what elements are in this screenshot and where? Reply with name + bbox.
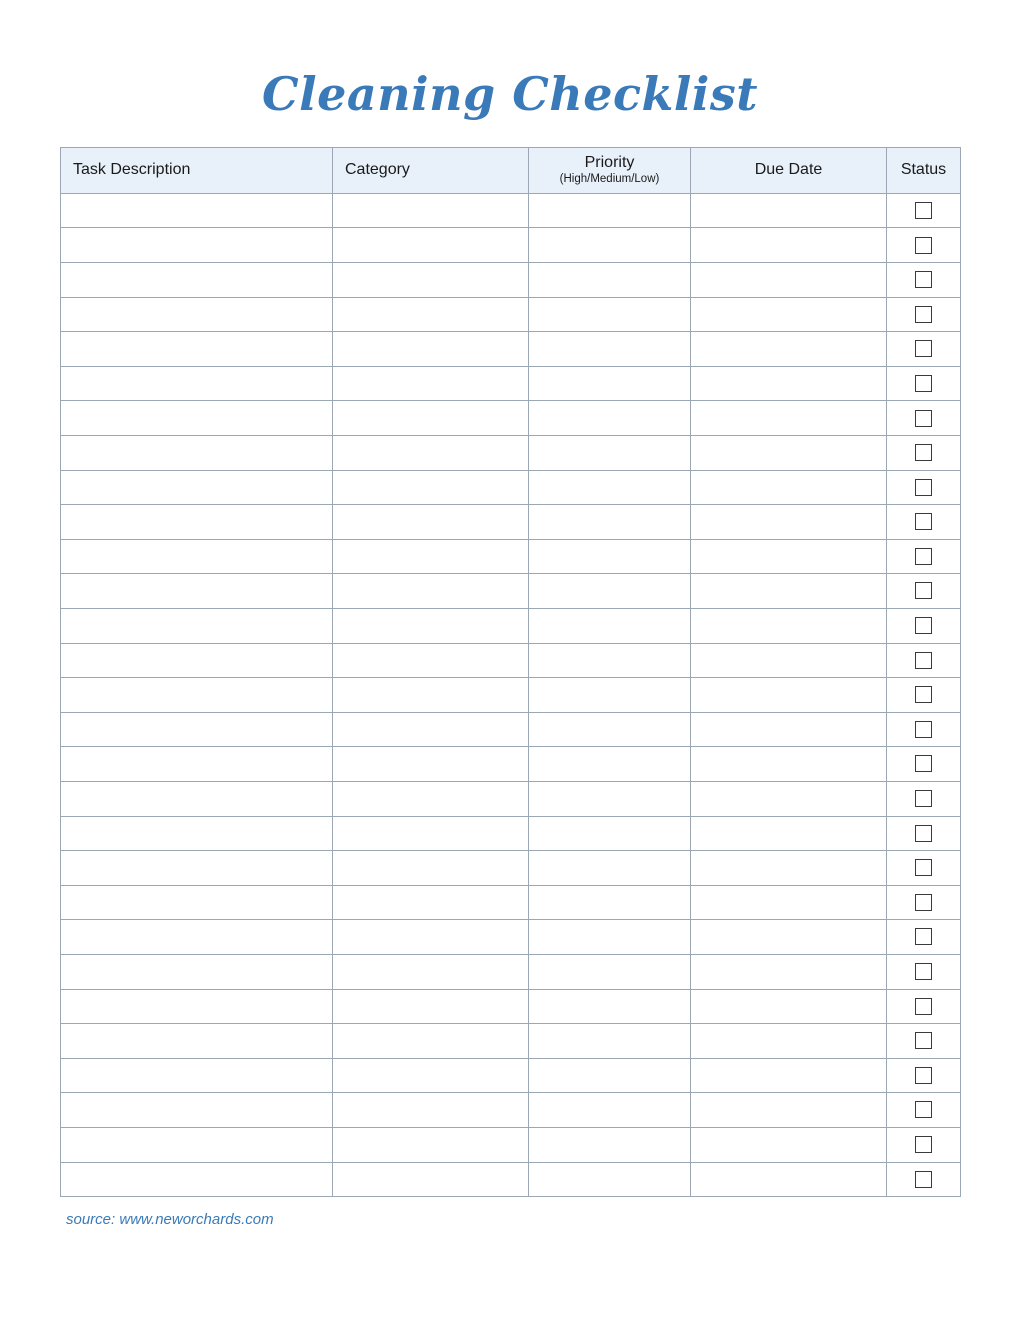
cell-due-date[interactable] xyxy=(691,1162,887,1197)
cell-status[interactable] xyxy=(887,1162,961,1197)
cell-due-date[interactable] xyxy=(691,1058,887,1093)
cell-due-date[interactable] xyxy=(691,609,887,644)
cell-priority[interactable] xyxy=(529,851,691,886)
cell-task[interactable] xyxy=(61,643,333,678)
cell-priority[interactable] xyxy=(529,920,691,955)
column-header-priority-label: Priority xyxy=(584,153,635,171)
table-row xyxy=(61,885,961,920)
column-header-status: Status xyxy=(887,147,961,193)
table-row xyxy=(61,401,961,436)
table-row xyxy=(61,193,961,228)
cell-priority[interactable] xyxy=(529,505,691,540)
column-header-priority-sublabel: (High/Medium/Low) xyxy=(559,173,660,186)
table-body xyxy=(61,193,961,1196)
cell-task[interactable] xyxy=(61,920,333,955)
table-row xyxy=(61,1093,961,1128)
cell-task[interactable] xyxy=(61,1127,333,1162)
cell-category[interactable] xyxy=(333,505,529,540)
cell-priority[interactable] xyxy=(529,1162,691,1197)
cell-status[interactable] xyxy=(887,885,961,920)
cell-category[interactable] xyxy=(333,193,529,228)
cell-category[interactable] xyxy=(333,712,529,747)
cell-category[interactable] xyxy=(333,816,529,851)
cell-category[interactable] xyxy=(333,297,529,332)
cell-due-date[interactable] xyxy=(691,539,887,574)
cell-status[interactable] xyxy=(887,1093,961,1128)
cell-status[interactable] xyxy=(887,920,961,955)
status-checkbox-icon[interactable] xyxy=(915,582,932,599)
status-checkbox-icon[interactable] xyxy=(915,1171,932,1188)
cell-task[interactable] xyxy=(61,989,333,1024)
cell-task[interactable] xyxy=(61,228,333,263)
status-checkbox-icon[interactable] xyxy=(915,479,932,496)
cell-status[interactable] xyxy=(887,366,961,401)
cell-priority[interactable] xyxy=(529,989,691,1024)
cell-status[interactable] xyxy=(887,712,961,747)
status-checkbox-icon[interactable] xyxy=(915,1032,932,1049)
status-checkbox-icon[interactable] xyxy=(915,894,932,911)
cell-task[interactable] xyxy=(61,470,333,505)
cell-category[interactable] xyxy=(333,851,529,886)
cell-priority[interactable] xyxy=(529,643,691,678)
cell-due-date[interactable] xyxy=(691,401,887,436)
cell-status[interactable] xyxy=(887,747,961,782)
cell-due-date[interactable] xyxy=(691,678,887,713)
cell-priority[interactable] xyxy=(529,1093,691,1128)
table-row xyxy=(61,678,961,713)
cell-status[interactable] xyxy=(887,989,961,1024)
source-note: source: www.neworchards.com xyxy=(66,1211,274,1229)
cell-category[interactable] xyxy=(333,574,529,609)
cell-status[interactable] xyxy=(887,574,961,609)
cell-status[interactable] xyxy=(887,1024,961,1059)
status-checkbox-icon[interactable] xyxy=(915,1101,932,1118)
cell-status[interactable] xyxy=(887,539,961,574)
table-row xyxy=(61,539,961,574)
cell-task[interactable] xyxy=(61,1162,333,1197)
table-row xyxy=(61,816,961,851)
cell-task[interactable] xyxy=(61,885,333,920)
status-checkbox-icon[interactable] xyxy=(915,998,932,1015)
status-checkbox-icon[interactable] xyxy=(915,755,932,772)
cell-category[interactable] xyxy=(333,781,529,816)
cell-task[interactable] xyxy=(61,263,333,298)
table-header-row xyxy=(61,147,961,193)
column-header-due-date: Due Date xyxy=(691,147,887,193)
table-row xyxy=(61,228,961,263)
cell-status[interactable] xyxy=(887,263,961,298)
cell-status[interactable] xyxy=(887,643,961,678)
cell-due-date[interactable] xyxy=(691,297,887,332)
status-checkbox-icon[interactable] xyxy=(915,617,932,634)
status-checkbox-icon[interactable] xyxy=(915,686,932,703)
cell-task[interactable] xyxy=(61,539,333,574)
table-row xyxy=(61,851,961,886)
status-checkbox-icon[interactable] xyxy=(915,410,932,427)
cell-task[interactable] xyxy=(61,297,333,332)
cell-status[interactable] xyxy=(887,781,961,816)
cell-category[interactable] xyxy=(333,470,529,505)
cell-task[interactable] xyxy=(61,401,333,436)
table-row xyxy=(61,747,961,782)
cell-category[interactable] xyxy=(333,1024,529,1059)
cell-status[interactable] xyxy=(887,470,961,505)
cell-status[interactable] xyxy=(887,609,961,644)
table-row xyxy=(61,643,961,678)
status-checkbox-icon[interactable] xyxy=(915,271,932,288)
cell-status[interactable] xyxy=(887,954,961,989)
table-row xyxy=(61,1024,961,1059)
page-title: Cleaning Checklist xyxy=(262,67,758,121)
cell-due-date[interactable] xyxy=(691,505,887,540)
cell-task[interactable] xyxy=(61,816,333,851)
cell-category[interactable] xyxy=(333,366,529,401)
table-row xyxy=(61,1162,961,1197)
cell-priority[interactable] xyxy=(529,574,691,609)
table-row xyxy=(61,954,961,989)
column-header-category: Category xyxy=(333,147,529,193)
cell-category[interactable] xyxy=(333,1093,529,1128)
cell-task[interactable] xyxy=(61,609,333,644)
cell-priority[interactable] xyxy=(529,193,691,228)
status-checkbox-icon[interactable] xyxy=(915,513,932,530)
cell-status[interactable] xyxy=(887,816,961,851)
cell-status[interactable] xyxy=(887,851,961,886)
cell-task[interactable] xyxy=(61,1058,333,1093)
cell-task[interactable] xyxy=(61,712,333,747)
status-checkbox-icon[interactable] xyxy=(915,859,932,876)
table-row xyxy=(61,297,961,332)
cell-category[interactable] xyxy=(333,989,529,1024)
table-row xyxy=(61,366,961,401)
cell-task[interactable] xyxy=(61,781,333,816)
cell-priority[interactable] xyxy=(529,263,691,298)
cell-category[interactable] xyxy=(333,747,529,782)
cell-status[interactable] xyxy=(887,401,961,436)
cell-due-date[interactable] xyxy=(691,228,887,263)
cell-priority[interactable] xyxy=(529,1024,691,1059)
cell-priority[interactable] xyxy=(529,401,691,436)
table-row xyxy=(61,1058,961,1093)
status-checkbox-icon[interactable] xyxy=(915,928,932,945)
table-row xyxy=(61,574,961,609)
cell-due-date[interactable] xyxy=(691,989,887,1024)
cell-status[interactable] xyxy=(887,678,961,713)
cell-due-date[interactable] xyxy=(691,332,887,367)
cell-due-date[interactable] xyxy=(691,816,887,851)
table-row xyxy=(61,781,961,816)
cell-due-date[interactable] xyxy=(691,920,887,955)
cell-category[interactable] xyxy=(333,1162,529,1197)
cell-priority[interactable] xyxy=(529,470,691,505)
cell-priority[interactable] xyxy=(529,539,691,574)
cell-task[interactable] xyxy=(61,505,333,540)
cell-task[interactable] xyxy=(61,436,333,471)
cell-due-date[interactable] xyxy=(691,781,887,816)
column-header-task-description: Task Description xyxy=(61,147,333,193)
cell-due-date[interactable] xyxy=(691,1024,887,1059)
cell-task[interactable] xyxy=(61,851,333,886)
table-row xyxy=(61,920,961,955)
cell-category[interactable] xyxy=(333,263,529,298)
cell-category[interactable] xyxy=(333,401,529,436)
cell-due-date[interactable] xyxy=(691,1127,887,1162)
cell-due-date[interactable] xyxy=(691,954,887,989)
cell-status[interactable] xyxy=(887,228,961,263)
table-row xyxy=(61,712,961,747)
status-checkbox-icon[interactable] xyxy=(915,825,932,842)
cell-category[interactable] xyxy=(333,678,529,713)
cell-task[interactable] xyxy=(61,954,333,989)
table-row xyxy=(61,505,961,540)
cell-priority[interactable] xyxy=(529,1058,691,1093)
cell-due-date[interactable] xyxy=(691,747,887,782)
cell-due-date[interactable] xyxy=(691,470,887,505)
status-checkbox-icon[interactable] xyxy=(915,202,932,219)
cell-category[interactable] xyxy=(333,643,529,678)
cell-due-date[interactable] xyxy=(691,851,887,886)
cell-task[interactable] xyxy=(61,193,333,228)
cell-task[interactable] xyxy=(61,747,333,782)
status-checkbox-icon[interactable] xyxy=(915,237,932,254)
table-row xyxy=(61,989,961,1024)
cell-category[interactable] xyxy=(333,1058,529,1093)
cell-due-date[interactable] xyxy=(691,574,887,609)
status-checkbox-icon[interactable] xyxy=(915,790,932,807)
status-checkbox-icon[interactable] xyxy=(915,652,932,669)
cell-status[interactable] xyxy=(887,332,961,367)
cell-due-date[interactable] xyxy=(691,193,887,228)
column-header-priority xyxy=(529,147,691,193)
status-checkbox-icon[interactable] xyxy=(915,548,932,565)
cell-category[interactable] xyxy=(333,1127,529,1162)
cell-task[interactable] xyxy=(61,332,333,367)
status-checkbox-icon[interactable] xyxy=(915,1067,932,1084)
cell-task[interactable] xyxy=(61,678,333,713)
cell-category[interactable] xyxy=(333,228,529,263)
cell-due-date[interactable] xyxy=(691,436,887,471)
cell-priority[interactable] xyxy=(529,436,691,471)
cell-category[interactable] xyxy=(333,920,529,955)
table-row xyxy=(61,609,961,644)
cell-task[interactable] xyxy=(61,1024,333,1059)
table-row xyxy=(61,332,961,367)
cell-due-date[interactable] xyxy=(691,885,887,920)
cell-priority[interactable] xyxy=(529,781,691,816)
cell-category[interactable] xyxy=(333,332,529,367)
cell-status[interactable] xyxy=(887,505,961,540)
cell-due-date[interactable] xyxy=(691,712,887,747)
status-checkbox-icon[interactable] xyxy=(915,444,932,461)
cell-category[interactable] xyxy=(333,885,529,920)
cell-priority[interactable] xyxy=(529,228,691,263)
cell-status[interactable] xyxy=(887,193,961,228)
cell-priority[interactable] xyxy=(529,747,691,782)
cell-due-date[interactable] xyxy=(691,263,887,298)
checklist-table xyxy=(60,147,961,1197)
cell-category[interactable] xyxy=(333,954,529,989)
cell-priority[interactable] xyxy=(529,1127,691,1162)
cell-priority[interactable] xyxy=(529,678,691,713)
cell-status[interactable] xyxy=(887,297,961,332)
cell-due-date[interactable] xyxy=(691,366,887,401)
cell-priority[interactable] xyxy=(529,954,691,989)
cell-priority[interactable] xyxy=(529,297,691,332)
cell-status[interactable] xyxy=(887,436,961,471)
cell-task[interactable] xyxy=(61,1093,333,1128)
table-row xyxy=(61,470,961,505)
cell-priority[interactable] xyxy=(529,885,691,920)
table-row xyxy=(61,436,961,471)
status-checkbox-icon[interactable] xyxy=(915,306,932,323)
status-checkbox-icon[interactable] xyxy=(915,721,932,738)
cell-due-date[interactable] xyxy=(691,643,887,678)
cell-category[interactable] xyxy=(333,609,529,644)
cell-priority[interactable] xyxy=(529,609,691,644)
checklist-table-container xyxy=(60,147,960,1197)
cell-status[interactable] xyxy=(887,1058,961,1093)
cell-task[interactable] xyxy=(61,574,333,609)
table-header xyxy=(61,147,961,193)
cell-priority[interactable] xyxy=(529,366,691,401)
cell-priority[interactable] xyxy=(529,332,691,367)
table-row xyxy=(61,1127,961,1162)
status-checkbox-icon[interactable] xyxy=(915,340,932,357)
cell-category[interactable] xyxy=(333,539,529,574)
status-checkbox-icon[interactable] xyxy=(915,1136,932,1153)
cell-due-date[interactable] xyxy=(691,1093,887,1128)
status-checkbox-icon[interactable] xyxy=(915,375,932,392)
cell-status[interactable] xyxy=(887,1127,961,1162)
cell-category[interactable] xyxy=(333,436,529,471)
cell-task[interactable] xyxy=(61,366,333,401)
cell-priority[interactable] xyxy=(529,816,691,851)
status-checkbox-icon[interactable] xyxy=(915,963,932,980)
cell-priority[interactable] xyxy=(529,712,691,747)
table-row xyxy=(61,263,961,298)
